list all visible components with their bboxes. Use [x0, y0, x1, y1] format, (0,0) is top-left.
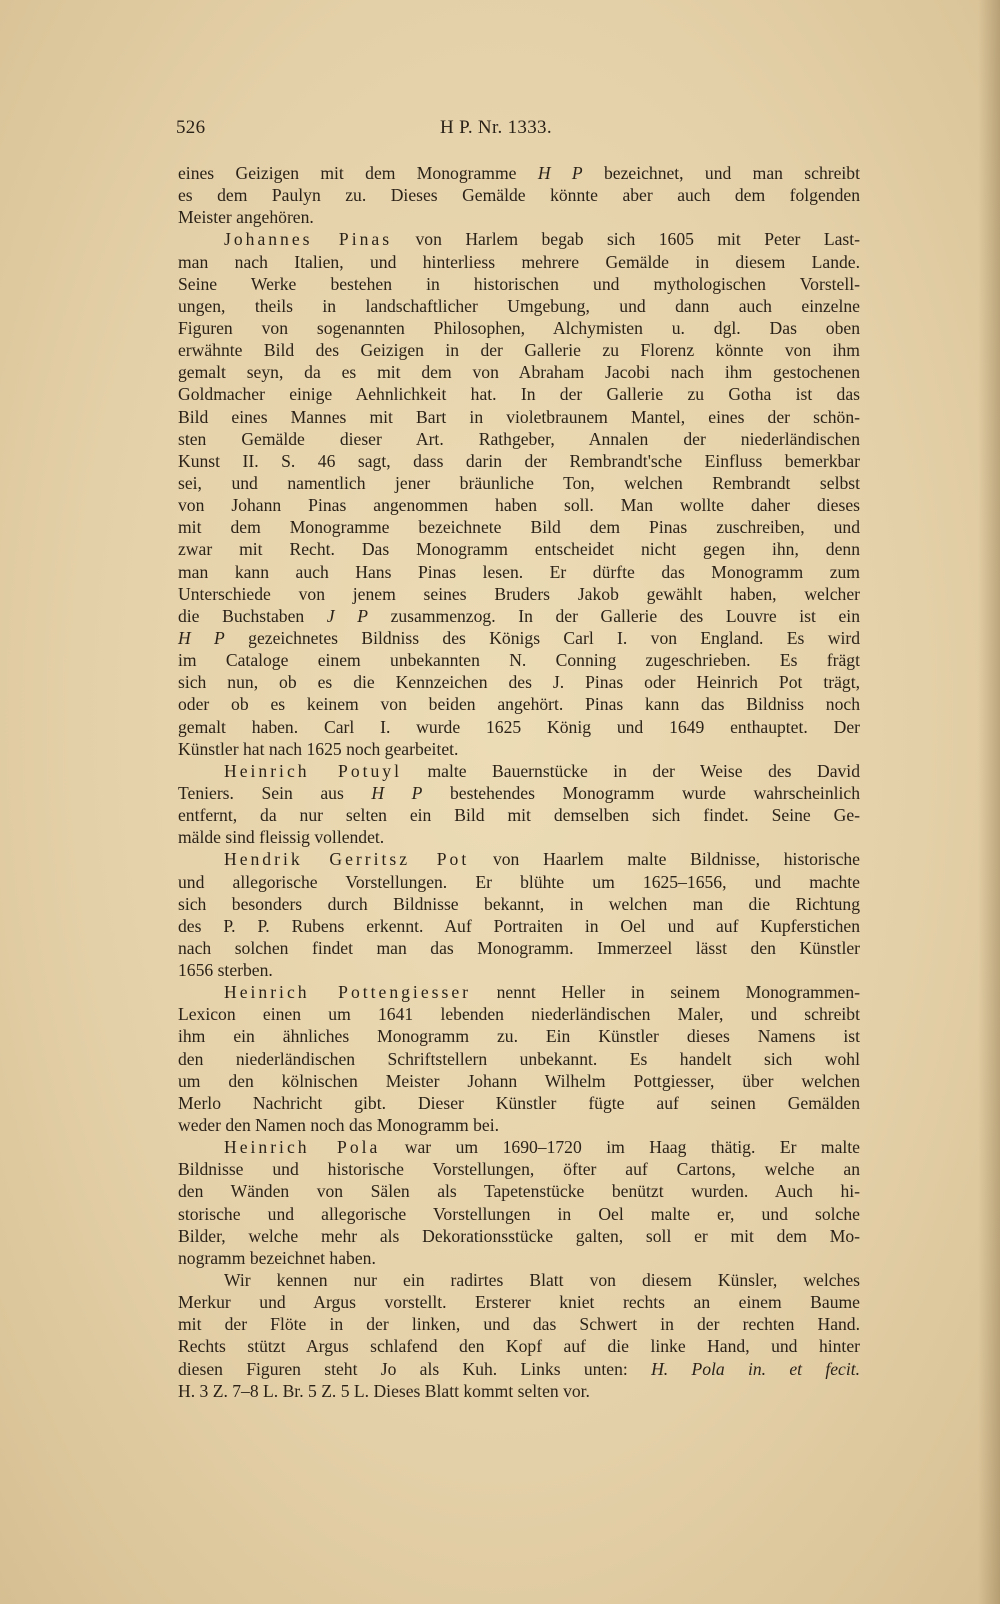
text-run: nach solchen findet man das Monogramm. Immerzeel lässt den Künstler [178, 937, 860, 958]
text-line [178, 915, 860, 937]
text-line [178, 162, 860, 184]
text-line [178, 1092, 860, 1114]
text-line [178, 251, 860, 273]
text-line [178, 1025, 860, 1047]
text-line [178, 561, 860, 583]
text-run: gemalt haben. Carl I. wurde 1625 König und 1649 enthauptet. Der [178, 716, 860, 737]
text-run: erwähnte Bild des Geizigen in der Gallerie zu Florenz könnte von ihm [178, 340, 860, 361]
text-run: und allegorische Vorstellungen. Er blühte um 1625–1656, und machte [178, 871, 860, 892]
text-line [178, 1003, 860, 1025]
text-run: diesen Figuren steht Jo als Kuh. Links unten: [178, 1358, 652, 1379]
text-line [178, 1180, 860, 1202]
text-line [178, 472, 860, 494]
monogram-text: H P [371, 782, 423, 803]
running-header [176, 117, 861, 143]
text-line [178, 1203, 860, 1225]
artist-name: Heinrich Pottengiesser [224, 982, 471, 1003]
text-line [178, 450, 860, 472]
text-run: es dem Paulyn zu. Dieses Gemälde könnte aber auch dem folgenden [178, 185, 860, 206]
text-line [178, 583, 860, 605]
text-run: ungen, theils in landschaftlicher Umgebung, und dann auch einzelne [178, 295, 860, 316]
text-line [178, 206, 860, 228]
text-run: storische und allegorische Vorstellungen in Oel malte er, und solche [178, 1203, 860, 1224]
text-run: man kann auch Hans Pinas lesen. Er dürfte das Monogramm zum [178, 561, 860, 582]
text-line [178, 1269, 860, 1291]
text-line [178, 760, 860, 782]
monogram-text: H. Pola in. et fecit. [651, 1358, 861, 1379]
text-line [178, 1136, 860, 1158]
text-line [178, 959, 860, 981]
text-line [178, 1070, 860, 1092]
text-line [178, 1380, 860, 1402]
text-line [178, 782, 860, 804]
text-run: Meister angehören. [178, 207, 314, 228]
text-run: mit der Flöte in der linken, und das Schwert in der rechten Hand. [178, 1314, 860, 1335]
text-run: Seine Werke bestehen in historischen und mythologischen Vorstell- [178, 273, 860, 294]
text-run: gezeichnetes Bildniss des Königs Carl I. von England. Es wird [224, 627, 860, 648]
monogram-text: J P [326, 605, 368, 626]
text-line [178, 339, 860, 361]
text-run: Bildnisse und historische Vorstellungen, öfter auf Cartons, welche an [178, 1159, 860, 1180]
text-run: eines Geizigen mit dem Monogramme [178, 163, 538, 183]
text-line [178, 1291, 860, 1313]
text-line [178, 848, 860, 870]
text-line [178, 428, 860, 450]
text-line [178, 406, 860, 428]
text-run: mälde sind fleissig vollendet. [178, 827, 385, 848]
text-line [178, 295, 860, 317]
page-edge-shadow [978, 0, 1000, 1604]
monogram-text: H P [178, 627, 225, 648]
text-line [178, 1048, 860, 1070]
text-run: zwar mit Recht. Das Monogramm entscheidet nicht gegen ihn, denn [178, 539, 860, 560]
text-run: sten Gemälde dieser Art. Rathgeber, Annalen der niederländischen [178, 428, 860, 449]
text-run: entfernt, da nur selten ein Bild mit demselben sich findet. Seine Ge- [178, 805, 860, 826]
text-line [178, 317, 860, 339]
text-run: Merkur und Argus vorstellt. Ersterer kniet rechts an einem Baume [178, 1292, 860, 1313]
text-line [178, 738, 860, 760]
text-line [178, 494, 860, 516]
text-run: Rechts stützt Argus schlafend den Kopf auf die linke Hand, und hinter [178, 1336, 860, 1357]
text-run: die Buchstaben [178, 605, 327, 626]
page-number: 526 [176, 117, 206, 138]
text-run: zusammenzog. In der Gallerie des Louvre ist ein [367, 605, 860, 626]
text-run: weder den Namen noch das Monogramm bei. [178, 1115, 499, 1136]
text-line [178, 693, 860, 715]
text-line [178, 228, 860, 250]
text-line [178, 1358, 860, 1380]
text-line [178, 804, 860, 826]
text-run: nogramm bezeichnet haben. [178, 1247, 376, 1268]
text-line [178, 1158, 860, 1180]
text-run: sei, und namentlich jener bräunliche Ton, welchen Rembrandt selbst [178, 472, 860, 493]
text-run: sich besonders durch Bildnisse bekannt, in welchen man die Richtung [178, 893, 860, 914]
text-run: malte Bauernstücke in der Weise des David [401, 760, 860, 781]
text-run: Teniers. Sein aus [178, 782, 372, 803]
text-run: bestehendes Monogramm wurde wahrscheinlich [422, 782, 860, 803]
text-run: bezeichnet, und man schreibt [582, 163, 860, 183]
text-line [178, 273, 860, 295]
text-run: Unterschiede von jenem seines Bruders Jakob gewählt haben, welcher [178, 583, 860, 604]
text-run: war um 1690–1720 im Haag thätig. Er malte [380, 1137, 860, 1158]
text-run: ihm ein ähnliches Monogramm zu. Ein Künstler dieses Namens ist [178, 1026, 860, 1047]
text-run: mit dem Monogramme bezeichnete Bild dem Pinas zuschreiben, und [178, 517, 860, 538]
text-run: sich nun, ob es die Kennzeichen des J. Pinas oder Heinrich Pot trägt, [178, 672, 860, 693]
artist-name: Hendrik Gerritsz Pot [224, 849, 470, 870]
text-run: des P. P. Rubens erkennt. Auf Portraiten in Oel und auf Kupferstichen [178, 915, 860, 936]
text-run: Wir kennen nur ein radirtes Blatt von diesem Künsler, welches [224, 1270, 860, 1291]
artist-name: Heinrich Potuyl [224, 760, 402, 781]
text-line [178, 716, 860, 738]
text-run: Künstler hat nach 1625 noch gearbeitet. [178, 738, 459, 759]
text-line [178, 937, 860, 959]
text-line [178, 627, 860, 649]
artist-name: Heinrich Pola [224, 1137, 381, 1158]
text-line [178, 516, 860, 538]
text-run: Goldmacher einige Aehnlichkeit hat. In der Gallerie zu Gotha ist das [178, 384, 860, 405]
text-line [178, 538, 860, 560]
text-line [178, 826, 860, 848]
monogram-text: H P [537, 163, 583, 183]
text-line [178, 1114, 860, 1136]
text-run: man nach Italien, und hinterliess mehrere Gemälde in diesem Lande. [178, 251, 860, 272]
text-run: oder ob es keinem von beiden angehört. Pinas kann das Bildniss noch [178, 694, 860, 715]
text-line [178, 383, 860, 405]
text-run: den Wänden von Sälen als Tapetenstücke benützt wurden. Auch hi- [178, 1181, 860, 1202]
text-run: H. 3 Z. 7–8 L. Br. 5 Z. 5 L. Dieses Blatt kommt selten vor. [178, 1380, 590, 1401]
artist-name: Johannes Pinas [224, 229, 393, 250]
text-line [178, 649, 860, 671]
text-run: im Cataloge einem unbekannten N. Conning zugeschrieben. Es frägt [178, 650, 860, 671]
text-run: Figuren von sogenannten Philosophen, Alchymisten u. dgl. Das oben [178, 317, 860, 338]
text-run: von Harlem begab sich 1605 mit Peter Last- [392, 229, 860, 250]
text-line [178, 184, 860, 206]
text-run: 1656 sterben. [178, 960, 273, 981]
text-line [178, 981, 860, 1003]
text-run: nennt Heller in seinem Monogrammen- [471, 982, 860, 1003]
header-title: H P. Nr. 1333. [440, 117, 552, 138]
text-run: Bilder, welche mehr als Dekorationsstücke galten, soll er mit dem Mo- [178, 1225, 860, 1246]
text-line [178, 1247, 860, 1269]
text-run: gemalt seyn, da es mit dem von Abraham Jacobi nach ihm gestochenen [178, 362, 860, 383]
text-line [178, 871, 860, 893]
text-line [178, 605, 860, 627]
text-line [178, 361, 860, 383]
text-line [178, 893, 860, 915]
text-run: Merlo Nachricht gibt. Dieser Künstler fügte auf seinen Gemälden [178, 1092, 860, 1113]
text-run: den niederländischen Schriftstellern unbekannt. Es handelt sich wohl [178, 1048, 860, 1069]
text-run: von Johann Pinas angenommen haben soll. Man wollte daher dieses [178, 495, 860, 516]
text-run: Kunst II. S. 46 sagt, dass darin der Rembrandt'sche Einfluss bemerkbar [178, 450, 860, 471]
text-run: von Haarlem malte Bildnisse, historische [469, 849, 860, 870]
body-text [178, 162, 860, 1402]
text-line [178, 1313, 860, 1335]
text-line [178, 1335, 860, 1357]
text-run: um den kölnischen Meister Johann Wilhelm Pottgiesser, über welchen [178, 1070, 860, 1091]
text-line [178, 671, 860, 693]
text-run: Bild eines Mannes mit Bart in violetbraunem Mantel, eines der schön- [178, 406, 860, 427]
text-run: Lexicon einen um 1641 lebenden niederländischen Maler, und schreibt [178, 1004, 860, 1025]
text-line [178, 1225, 860, 1247]
